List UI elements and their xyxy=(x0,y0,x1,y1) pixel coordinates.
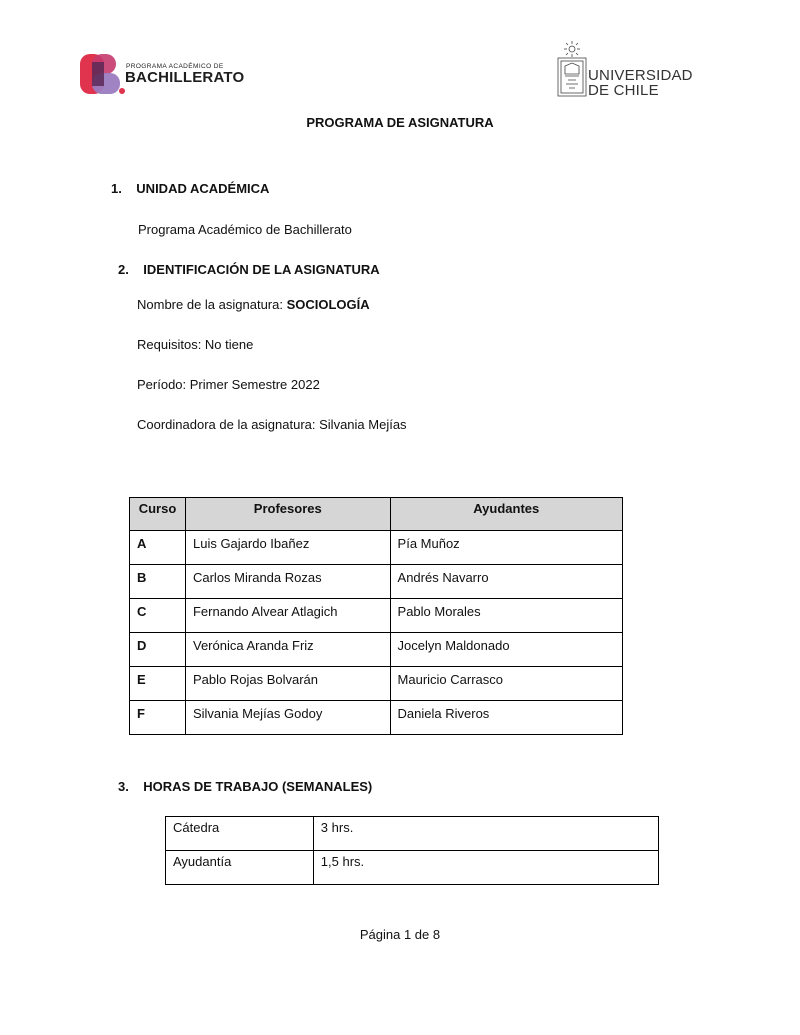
table-row xyxy=(166,817,659,851)
logo-line-1: UNIVERSIDAD xyxy=(588,67,693,84)
table-row xyxy=(130,667,623,701)
table-header-row xyxy=(130,498,623,531)
curso-cell: E xyxy=(130,667,186,701)
section-3-heading: 3. HORAS DE TRABAJO (SEMANALES) xyxy=(118,779,373,794)
bachillerato-logo xyxy=(78,52,248,96)
logo-line-2: DE CHILE xyxy=(588,82,659,99)
table-row xyxy=(130,531,623,565)
page-number: Página 1 de 8 xyxy=(359,927,441,942)
table-row xyxy=(130,599,623,633)
section-2-heading: 2. IDENTIFICACIÓN DE LA ASIGNATURA xyxy=(118,262,380,277)
coordinadora-text: Coordinadora de la asignatura: Silvania Mejías xyxy=(137,417,407,432)
logo-title: BACHILLERATO xyxy=(125,69,245,86)
hours-table xyxy=(165,816,659,885)
requisitos-text: Requisitos: No tiene xyxy=(137,337,254,352)
ayudante-cell: Andrés Navarro xyxy=(390,565,622,599)
table-row xyxy=(130,633,623,667)
profesor-cell: Silvania Mejías Godoy xyxy=(185,701,390,735)
ayudante-cell: Mauricio Carrasco xyxy=(390,667,622,701)
ayudante-cell: Pablo Morales xyxy=(390,599,622,633)
curso-cell: B xyxy=(130,565,186,599)
activity-cell: Ayudantía xyxy=(166,851,314,885)
curso-cell: D xyxy=(130,633,186,667)
page-title: PROGRAMA DE ASIGNATURA xyxy=(306,115,494,130)
ayudante-cell: Pía Muñoz xyxy=(390,531,622,565)
nombre-label: Nombre de la asignatura: xyxy=(137,297,287,312)
curso-cell: F xyxy=(130,701,186,735)
universidad-de-chile-logo xyxy=(556,40,706,100)
curso-cell: A xyxy=(130,531,186,565)
nombre-asignatura xyxy=(137,297,370,312)
profesor-cell: Carlos Miranda Rozas xyxy=(185,565,390,599)
profesor-cell: Pablo Rojas Bolvarán xyxy=(185,667,390,701)
table-row xyxy=(166,851,659,885)
logo-subtitle: PROGRAMA ACADÉMICO DE xyxy=(126,63,224,70)
ayudante-cell: Jocelyn Maldonado xyxy=(390,633,622,667)
periodo-text: Período: Primer Semestre 2022 xyxy=(137,377,320,392)
hours-cell: 3 hrs. xyxy=(313,817,658,851)
column-header: Ayudantes xyxy=(390,498,622,531)
profesor-cell: Verónica Aranda Friz xyxy=(185,633,390,667)
courses-table xyxy=(129,497,623,735)
profesor-cell: Luis Gajardo Ibañez xyxy=(185,531,390,565)
section-1-heading: 1. UNIDAD ACADÉMICA xyxy=(111,181,270,196)
unidad-academica-text: Programa Académico de Bachillerato xyxy=(138,222,352,237)
activity-cell: Cátedra xyxy=(166,817,314,851)
nombre-value: SOCIOLOGÍA xyxy=(286,297,370,312)
table-row xyxy=(130,701,623,735)
table-row xyxy=(130,565,623,599)
profesor-cell: Fernando Alvear Atlagich xyxy=(185,599,390,633)
university-crest-icon xyxy=(556,40,588,98)
column-header: Curso xyxy=(130,498,186,531)
column-header: Profesores xyxy=(185,498,390,531)
curso-cell: C xyxy=(130,599,186,633)
bachillerato-logo-icon xyxy=(78,52,126,96)
ayudante-cell: Daniela Riveros xyxy=(390,701,622,735)
hours-cell: 1,5 hrs. xyxy=(313,851,658,885)
